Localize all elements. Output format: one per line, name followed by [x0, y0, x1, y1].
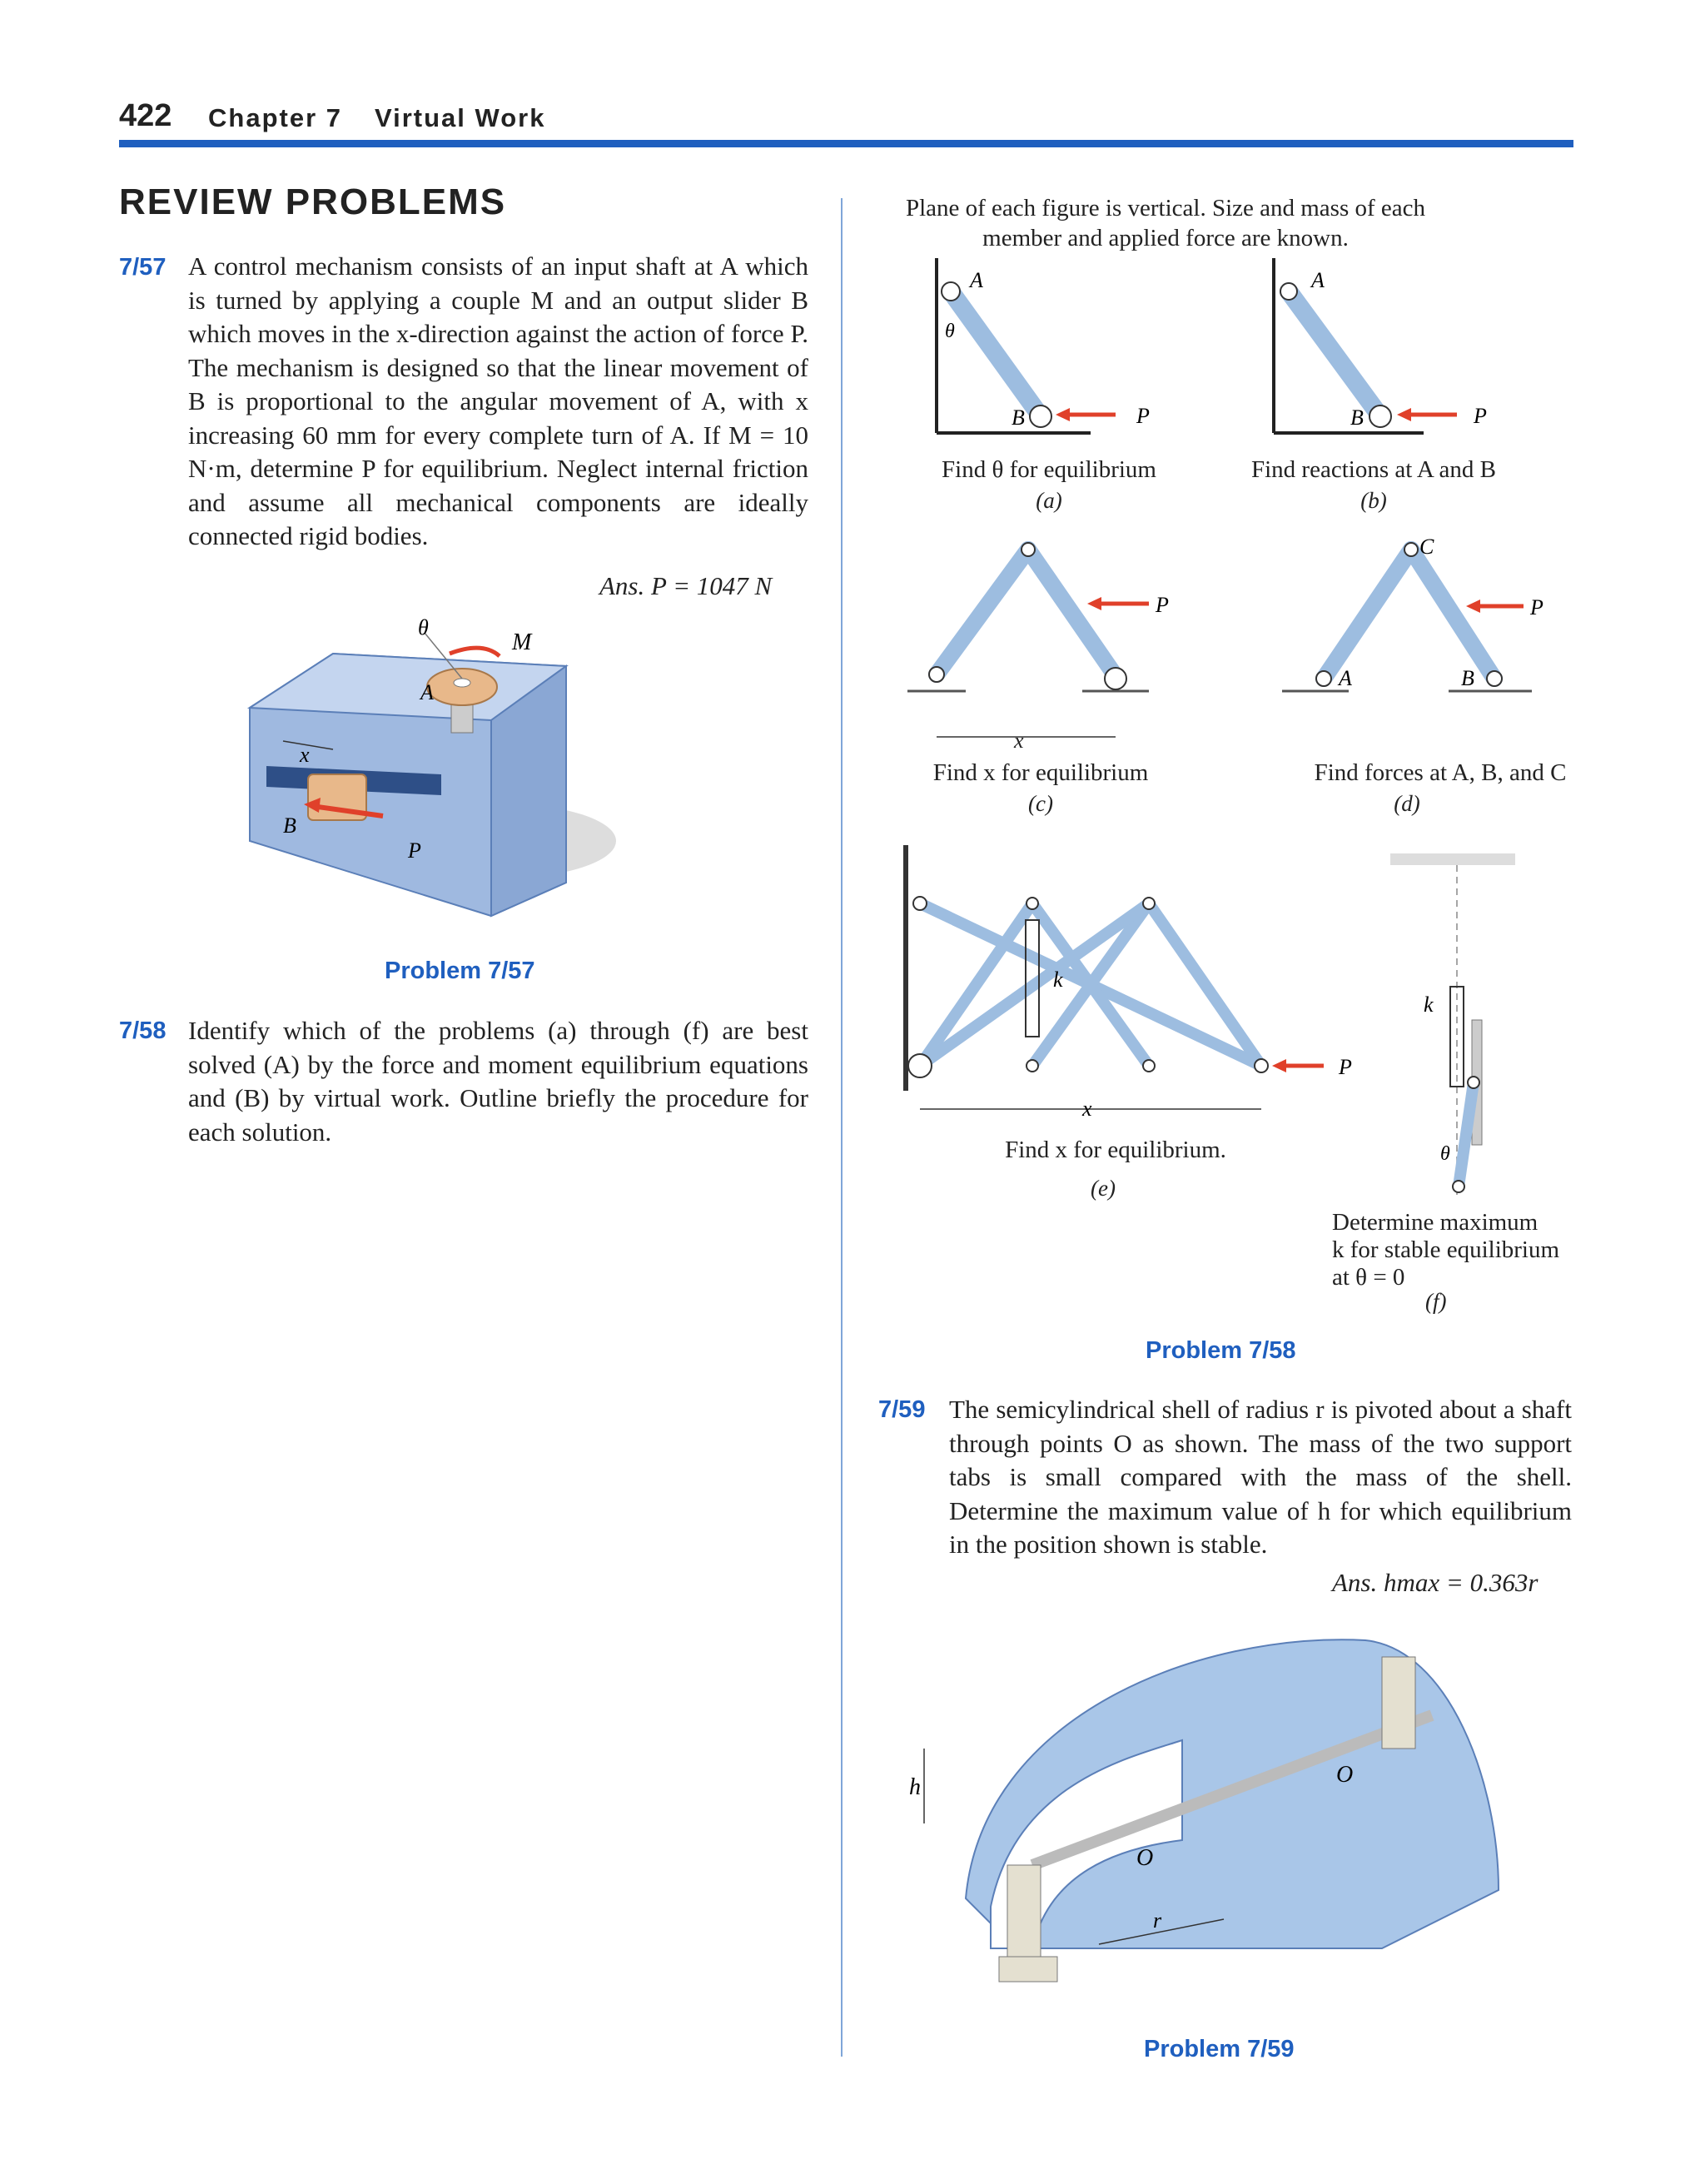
fig-b-sub: (b)	[1360, 488, 1387, 513]
fig-e-caption: Find x for equilibrium.	[1005, 1137, 1226, 1163]
pin-2	[1143, 898, 1155, 909]
label-x: x	[300, 743, 310, 767]
bar-ac	[1324, 550, 1411, 679]
problem-number-59: 7/59	[878, 1396, 926, 1423]
label-k: k	[1424, 993, 1434, 1017]
figure-58c	[891, 533, 1207, 741]
problem-text-59: The semicylindrical shell of radius r is pivoted about a shaft through points O as shown. The mass of the two support tabs is small compared with the mass of the shell. Determine the maximum value of h for which equilibrium in the position shown is stable.	[949, 1395, 1572, 1559]
answer-57: Ans. P = 1047 N	[599, 571, 773, 600]
force-p-head	[1056, 408, 1070, 421]
scissor-bar-6	[920, 903, 1149, 1066]
fig-d-caption: Find forces at A, B, and C	[1314, 759, 1567, 786]
pin-1	[1026, 898, 1038, 909]
fig-a-caption: Find θ for equilibrium	[942, 456, 1156, 483]
pin-top	[1468, 1077, 1479, 1088]
figure-58a	[882, 250, 1215, 441]
label-c: C	[1419, 535, 1434, 559]
figures-intro: Plane of each figure is vertical. Size and mass of each member and applied force are known.	[905, 195, 1426, 251]
pin-a	[1280, 283, 1297, 300]
fig-d-sub: (d)	[1394, 791, 1420, 816]
shaft-hub	[454, 679, 470, 687]
bar-ab	[1289, 291, 1380, 416]
pin-4	[1143, 1060, 1155, 1072]
ceiling	[1390, 853, 1515, 865]
force-p-head	[1087, 597, 1101, 610]
caption-7-59: Problem 7/59	[1144, 2036, 1295, 2062]
fig-a-sub: (a)	[1036, 488, 1062, 513]
figure-58f	[1382, 845, 1532, 1211]
rod	[1459, 1082, 1474, 1187]
label-h: h	[909, 1774, 921, 1800]
column-divider	[841, 198, 843, 2057]
caption-7-57: Problem 7/57	[385, 958, 535, 984]
label-p: P	[1474, 404, 1487, 428]
label-theta: θ	[1440, 1143, 1450, 1165]
roller-wall	[908, 1054, 932, 1077]
pin-left	[929, 667, 944, 682]
label-o-rear: O	[1336, 1762, 1354, 1788]
pin-c	[1404, 543, 1418, 556]
label-r: r	[1153, 1908, 1162, 1933]
bar-right	[1028, 550, 1116, 676]
force-p-head	[1272, 1059, 1286, 1072]
fig-c-sub: (c)	[1028, 791, 1053, 816]
label-a: A	[420, 680, 434, 704]
bar-cb	[1411, 550, 1494, 679]
support-tab	[1007, 1865, 1041, 1957]
spring-k	[1450, 987, 1464, 1087]
fig-c-caption: Find x for equilibrium	[932, 759, 1149, 786]
bar-left	[937, 550, 1028, 674]
label-a: A	[970, 268, 983, 292]
answer-59: Ans. hmax = 0.363r	[1332, 1568, 1538, 1597]
force-p-head	[1397, 408, 1411, 421]
pin-bottom	[1453, 1181, 1464, 1192]
label-b: B	[1461, 666, 1474, 690]
force-p-head	[1466, 599, 1480, 613]
label-p: P	[1530, 595, 1543, 619]
chapter-label: Chapter 7	[208, 103, 342, 132]
pin-b	[1487, 671, 1502, 686]
label-k: k	[1053, 968, 1063, 992]
fig-f-caption: Determine maximum k for stable equilibrium at θ = 0	[1332, 1209, 1560, 1291]
label-a: A	[1311, 268, 1325, 292]
problem-number-58: 7/58	[119, 1017, 167, 1044]
roller-right	[1105, 668, 1126, 689]
label-p: P	[1136, 404, 1150, 428]
label-a: A	[1339, 666, 1352, 690]
fig-b-caption: Find reactions at A and B	[1251, 456, 1496, 483]
pin-3	[1026, 1060, 1038, 1072]
figure-58e	[882, 841, 1365, 1132]
label-theta: θ	[945, 321, 955, 342]
label-p: P	[1156, 593, 1169, 617]
roller-b	[1030, 405, 1051, 427]
fig-e-sub: (e)	[1091, 1176, 1116, 1201]
bar-ab	[951, 291, 1041, 416]
label-p: P	[408, 838, 421, 863]
label-x: x	[1082, 1097, 1092, 1121]
problem-text-57: A control mechanism consists of an input shaft at A which is turned by applying a couple M and an output slider B which moves in the x-direction against the action of force P. The mechanism is designed so that the linear movement of B is proportional to the angular movement of A, with x increasing 60 mm for every complete turn of A. If M = 10 N·m, determine P for equilibrium. Neglect internal friction and assume all mechanical components are ideally connected rigid bodies.	[188, 251, 808, 550]
figure-58b	[1232, 250, 1565, 441]
figure-7-59	[909, 1615, 1532, 1998]
pin-a	[1316, 671, 1331, 686]
pin-a	[942, 282, 960, 301]
label-b: B	[283, 813, 296, 838]
couple-m-arrow	[450, 648, 500, 656]
figure-7-57	[233, 616, 616, 924]
fig-c-x: x	[1014, 729, 1024, 753]
label-m: M	[512, 629, 532, 655]
support-base	[999, 1957, 1057, 1982]
pin-top	[1022, 543, 1035, 556]
figure-58d	[1265, 533, 1582, 708]
roller-b	[1369, 405, 1391, 427]
problem-number-57: 7/57	[119, 254, 167, 281]
pin-end	[1255, 1059, 1268, 1072]
label-b: B	[1012, 405, 1025, 430]
problem-text-58: Identify which of the problems (a) through (f) are best solved (A) by the force and moment equilibrium equations and (B) by virtual work. Outline briefly the procedure for each solution.	[188, 1016, 808, 1147]
chapter-title: Virtual Work	[375, 103, 546, 132]
label-p: P	[1339, 1055, 1352, 1079]
support-tab-rear	[1382, 1657, 1415, 1749]
label-theta: θ	[418, 615, 429, 639]
caption-7-58: Problem 7/58	[1146, 1337, 1296, 1364]
label-b: B	[1350, 405, 1364, 430]
fig-f-sub: (f)	[1425, 1289, 1447, 1314]
section-title: REVIEW PROBLEMS	[119, 182, 507, 222]
page-number: 422	[119, 98, 172, 133]
label-o-front: O	[1136, 1845, 1154, 1871]
header-rule	[119, 140, 1573, 147]
pin-top-wall	[913, 897, 927, 910]
